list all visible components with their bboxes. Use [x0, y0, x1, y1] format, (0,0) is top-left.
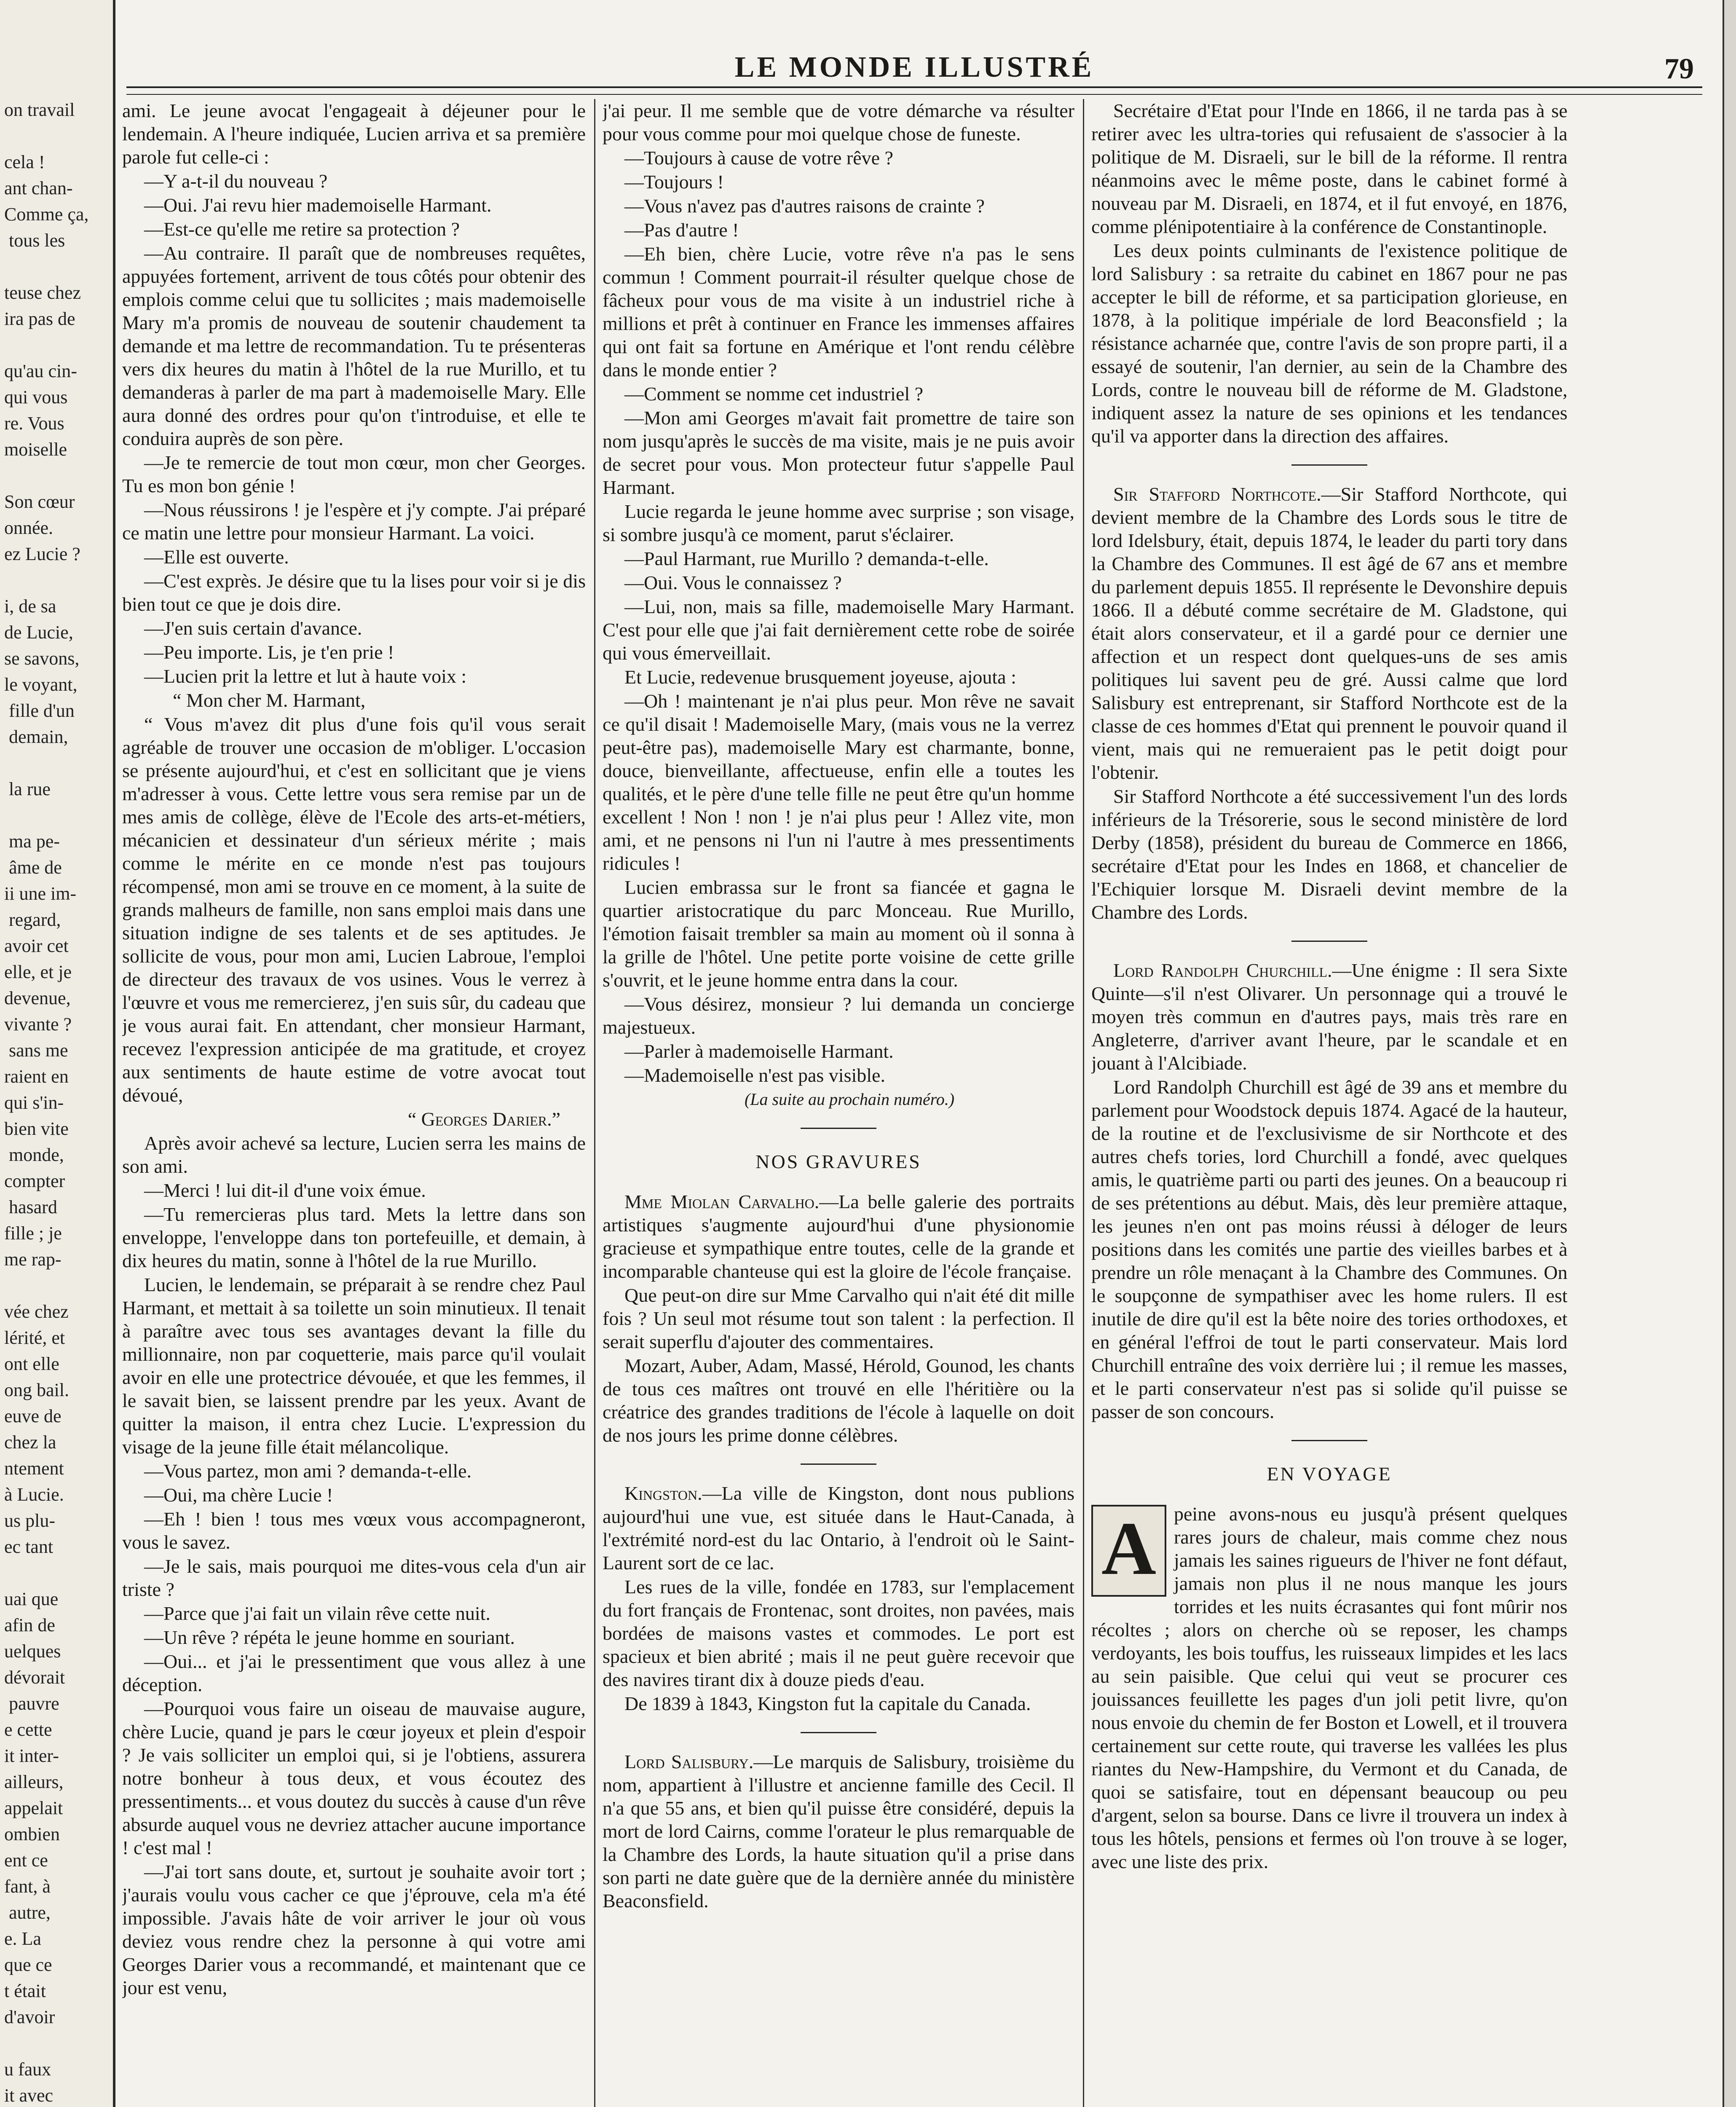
paragraph: —Vous n'avez pas d'autres raisons de crainte ?: [624, 195, 985, 217]
paragraph: —J'ai tort sans doute, et, surtout je souhaite avoir tort ; j'aurais voulu vous cacher ce que j'éprouve, cela m'a été impossible. J'avais hâte de voir arriver le jour où vous deviez vous rendre chez la personne à qui votre ami Georges Darier vous a recommandé, et maintenant que ce jour est venu,: [122, 1861, 586, 1998]
paragraph: —Toujours !: [624, 171, 724, 193]
paragraph: peine avons-nous eu jusqu'à présent quelques rares jours de chaleur, mais comme chez nous jamais les saines rigueurs de l'hiver ne font défaut, jamais non plus il ne nous manque les jours torrides et les nuits écrasantes qui font mûrir nos récoltes ; alors on cherche où se reposer, les champs verdoyants, les bois touffus, les ruisseaux limpides et les lacs au sein paisible. Que celui qui veut se procurer ces jouissances feuillette les pages d'un joli petit livre, qu'on nous envoie du chemin de fer Boston et Lowell, et il trouvera certainement sur cette route, qui traverse les vallées les plus riantes du New-Hampshire, du Vermont et du Canada, de quoi se satisfaire, tout en dépensant beaucoup ou peu d'argent, selon sa bourse. Dans ce livre il trouvera un index à tous les hôtels, pensions et fermes où l'on trouve à se loger, avec une liste des prix.: [1091, 1503, 1567, 1872]
letter-signature: “ Georges Darier.”: [407, 1108, 560, 1130]
newspaper-title: LE MONDE ILLUSTRÉ: [734, 51, 1094, 83]
article-lead: Mme Miolan Carvalho.: [624, 1191, 820, 1212]
section-rule: [1291, 1440, 1367, 1441]
paragraph: —Eh ! bien ! tous mes vœux vous accompagneront, vous le savez.: [122, 1508, 586, 1553]
paragraph: Et Lucie, redevenue brusquement joyeuse, ajouta :: [624, 666, 1016, 688]
section-heading: NOS GRAVURES: [755, 1151, 922, 1172]
article-text: —Sir Stafford Northcote, qui devient membre de la Chambre des Lords sous le titre de lord Idelsbury, était, depuis 1874, le leader du parti tory dans la Chambre des Communes. Il est âgé de 67 ans et membre du parlement depuis 1855. Il représente le Devonshire depuis 1866. Il a débuté comme secrétaire de M. Gladstone, qui était alors conservateur, et il a gardé pour ce dernier une affection et un respect dont quelques-uns de ses amis politiques lui savent peu de gré. Aussi calme que lord Salisbury est entreprenant, sir Stafford Northcote est de la classe de ces hommes d'Etat qui prennent le pouvoir quand il vient, mais qui ne remueraient pas le petit doigt pour l'obtenir.: [1091, 483, 1567, 783]
paragraph: Les deux points culminants de l'existence politique de lord Salisbury : sa retraite du cabinet en 1867 pour ne pas accepter le bill de réforme, et sa participation glorieuse, en 1878, à la politique impériale de lord Beaconsfield ; la résistance acharnée que, contre l'avis de son propre parti, il a essayé de soutenir, l'an dernier, au sein de la Chambre des Lords, contre le nouveau bill de réforme de M. Gladstone, indiquent assez la nature de ses opinions et les tendances qu'il va apporter dans la direction des affaires.: [1091, 240, 1567, 447]
article-paragraph: [1091, 483, 1567, 784]
section-rule: [1291, 464, 1367, 466]
section-rule: [801, 1732, 876, 1733]
paragraph: —Lucien prit la lettre et lut à haute voix :: [144, 665, 467, 687]
paragraph: Lucie regarda le jeune homme avec surprise ; son visage, si sombre jusqu'à ce moment, parut s'éclairer.: [603, 501, 1074, 545]
letter-body: “ Vous m'avez dit plus d'une fois qu'il vous serait agréable de trouver une occasion de m'obliger. L'occasion se présente aujourd'hui, et c'est en sollicitant que je viens m'adresser à vous. Cette lettre vous sera remise par un de mes amis de collège, élève de l'Ecole des arts-et-métiers, mécanicien et dessinateur d'un sérieux mérite ; mais comme le mérite en ce monde n'est pas toujours récompensé, mon ami se trouve en ce moment, à la suite de grands malheurs de famille, non sans emploi mais dans une situation indigne de ses talents et de ses aptitudes. Je sollicite de vous, pour mon ami, Lucien Labroue, l'emploi de directeur des travaux de vos usines. Vous le verrez à l'œuvre et vous me remercierez, j'en suis sûr, du cadeau que je vous aurai fait. En attendant, cher monsieur Harmant, recevez l'expression anticipée de ma gratitude, et croyez aux sentiments de haute estime de votre avocat tout dévoué,: [122, 713, 586, 1106]
letter-salutation: “ Mon cher M. Harmant,: [173, 689, 366, 711]
article-paragraph: [603, 1750, 1074, 1912]
paragraph: —Tu remercieras plus tard. Mets la lettre dans son enveloppe, l'enveloppe dans ton portefeuille, et demain, à dix heures du matin, sonne à l'hôtel de la rue Murillo.: [122, 1204, 586, 1271]
column-2: [603, 99, 1074, 2107]
paragraph: —Nous réussirons ! je l'espère et j'y compte. J'ai préparé ce matin une lettre pour monsieur Harmant. La voici.: [122, 499, 586, 544]
section-heading: EN VOYAGE: [1267, 1463, 1392, 1485]
paragraph: Lord Randolph Churchill est âgé de 39 ans et membre du parlement pour Woodstock depuis 1874. Agacé de la hauteur, de la routine et de l'exclusivisme de sir Northcote et des autres chefs tories, lord Churchill a fondé, avec quelques amis, le quatrième parti ou parti des jeunes. On a beaucoup ri de ses prétentions au début. Mais, dès leur première attaque, les jeunes n'en ont pas moins réussi à déloger de leurs positions dans les comités une partie des vieilles barbes et à prendre un rôle menaçant à la Chambre des Communes. On le soupçonne de sympathiser avec les home rulers. Il est inutile de dire qu'il est la bête noire des tories orthodoxes, et en général l'effroi de tout le parti conservateur. Mais lord Churchill entraîne des voix derrière lui ; il remue les masses, et le parti conservateur n'est pas si solide qu'il puisse se passer de son concours.: [1091, 1076, 1567, 1422]
page-edge-right: [1723, 0, 1736, 2107]
paragraph: —Parler à mademoiselle Harmant.: [624, 1040, 894, 1062]
page-number: 79: [1664, 53, 1694, 85]
column-1: [122, 99, 586, 2107]
paragraph: —Y a-t-il du nouveau ?: [144, 170, 328, 192]
paragraph: —Lui, non, mais sa fille, mademoiselle Mary Harmant. C'est pour elle que j'ai fait dernièrement cette robe de soirée qui vous émerveillait.: [603, 596, 1074, 664]
paragraph: j'ai peur. Il me semble que de votre démarche va résulter pour vous comme pour moi quelque chose de funeste.: [603, 100, 1074, 145]
column-divider: [594, 99, 595, 2107]
paragraph: —Mon ami Georges m'avait fait promettre de taire son nom jusqu'après le succès de ma visite, mais je ne puis avoir de secret pour vous. Mon protecteur futur s'appelle Paul Harmant.: [603, 407, 1074, 498]
paragraph: —C'est exprès. Je désire que tu la lises pour voir si je dis bien tout ce que je dois dire.: [122, 570, 586, 615]
paragraph: Mozart, Auber, Adam, Massé, Hérold, Gounod, les chants de tous ces maîtres ont trouvé en elle l'héritière ou la créatrice des grandes traditions de l'école à laquelle on doit de nos jours les prime donne célèbres.: [603, 1355, 1074, 1446]
paragraph: —Oui. Vous le connaissez ?: [624, 572, 842, 593]
paragraph: —Oui. J'ai revu hier mademoiselle Harmant.: [144, 194, 492, 216]
paragraph: Lucien embrassa sur le front sa fiancée et gagna le quartier aristocratique du parc Monceau. Rue Murillo, l'émotion faisait trembler sa main au moment où il sonna à la grille de l'hôtel. Une petite porte voisine de cette grille s'ouvrit, et le jeune homme entra dans la cour.: [603, 877, 1074, 991]
to-be-continued: (La suite au prochain numéro.): [744, 1090, 955, 1109]
article-paragraph: [603, 1190, 1074, 1283]
paragraph: —Parce que j'ai fait un vilain rêve cette nuit.: [144, 1603, 490, 1624]
paragraph: —Au contraire. Il paraît que de nombreuses requêtes, appuyées fortement, arrivent de tous côtés pour obtenir des emplois comme celui que tu sollicites ; mais mademoiselle Mary m'a promis de nouveau de soutenir chaudement ta demande et ma lettre de recommandation. Tu te présenteras vers dix heures du matin à l'hôtel de la rue Murillo, et tu demanderas à parler de ma part à mademoiselle Mary. Elle aura donné des ordres pour qu'on t'introduise, et elle te conduira auprès de son père.: [122, 242, 586, 449]
paragraph: —Je le sais, mais pourquoi me dites-vous cela d'un air triste ?: [122, 1555, 586, 1600]
paragraph: —Oui, ma chère Lucie !: [144, 1484, 333, 1506]
paragraph: —Peu importe. Lis, je t'en prie !: [144, 641, 394, 663]
paragraph: —Pourquoi vous faire un oiseau de mauvaise augure, chère Lucie, quand je pars le cœur joyeux et plein d'espoir ? Je vais solliciter un emploi qui, si je l'obtiens, assurera notre bonheur à tous deux, et vous écoutez des pressentiments... et vous doutez du succès à cause d'un rêve absurde auquel vous ne devriez attacher aucune importance ! c'est mal !: [122, 1698, 586, 1858]
section-rule: [801, 1464, 876, 1465]
article-paragraph: [603, 1482, 1074, 1574]
column-3: [1091, 99, 1567, 2107]
paragraph: Après avoir achevé sa lecture, Lucien serra les mains de son ami.: [122, 1132, 586, 1177]
adjacent-page-fragment: [0, 0, 115, 2107]
paragraph: Les rues de la ville, fondée en 1783, sur l'emplacement du fort français de Frontenac, sont droites, non pavées, mais bordées de maisons vastes et commodes. Le port est spacieux et bien abrité ; mais il ne peut guère recevoir que des navires tirant dix à douze pieds d'eau.: [603, 1576, 1074, 1690]
paragraph: Lucien, le lendemain, se préparait à se rendre chez Paul Harmant, et mettait à sa toilette un soin minutieux. Il tenait à paraître avec tous ses avantages devant la fille du millionnaire, non par coquetterie, mais parce qu'il voulait avoir en elle une protectrice dévouée, et que les femmes, il le savait bien, se laissent prendre par les yeux. Avant de quitter la maison, il entra chez Lucie. L'expression du visage de la jeune fille était mélancolique.: [122, 1274, 586, 1458]
paragraph: —Elle est ouverte.: [144, 546, 289, 568]
paragraph: —J'en suis certain d'avance.: [144, 617, 362, 639]
paragraph: —Mademoiselle n'est pas visible.: [624, 1064, 885, 1086]
article-text: —Une énigme : Il sera Sixte Quinte—s'il n'est Olivarer. Un personnage qui a trouvé le moyen très commun en d'autres pays, mais très rare en Angleterre, d'arriver avant l'heure, par le scandale et en jouant à l'Alcibiade.: [1091, 960, 1567, 1074]
paragraph: —Paul Harmant, rue Murillo ? demanda-t-elle.: [624, 548, 989, 569]
paragraph: —Pas d'autre !: [624, 219, 739, 241]
article-text: —La belle galerie des portraits artistiques s'augmente aujourd'hui d'une physionomie gracieuse et sympathique entre toutes, celle de la grande et incomparable chanteuse qui est la gloire de l'école française.: [603, 1191, 1074, 1282]
article-lead: Lord Randolph Churchill.: [1113, 960, 1332, 981]
paragraph: —Merci ! lui dit-il d'une voix émue.: [144, 1179, 426, 1201]
paragraph: —Vous partez, mon ami ? demanda-t-elle.: [144, 1460, 472, 1482]
drop-cap: A: [1091, 1505, 1166, 1597]
article-lead: Kingston.: [624, 1482, 702, 1504]
paragraph: Que peut-on dire sur Mme Carvalho qui n'ait été dit mille fois ? Un seul mot résume tout son talent : la perfection. Il serait superflu d'ajouter des commentaires.: [603, 1284, 1074, 1352]
masthead-rule: [126, 86, 1702, 95]
section-rule: [801, 1128, 876, 1129]
paragraph: Secrétaire d'Etat pour l'Inde en 1866, il ne tarda pas à se retirer avec les ultra-tories qui refusaient de s'associer à la politique de M. Disraeli, sur le bill de la réforme. Il rentra néanmoins avec le même poste, dans le cabinet formé à nouveau par M. Disraeli, en 1874, et il fut envoyé, en 1876, comme plénipotentiaire à la conférence de Constantinople.: [1091, 100, 1567, 237]
article-text: —La ville de Kingston, dont nous publions aujourd'hui une vue, est située dans le Haut-Canada, à l'extrémité nord-est du lac Ontario, à l'endroit où le Saint-Laurent sort de ce lac.: [603, 1482, 1074, 1574]
article-lead: Lord Salisbury.: [624, 1751, 754, 1772]
column-divider: [1083, 99, 1084, 2107]
paragraph: —Vous désirez, monsieur ? lui demanda un concierge majestueux.: [603, 993, 1074, 1038]
paragraph: Sir Stafford Northcote a été successivement l'un des lords inférieurs de la Trésorerie, sous le second ministère de lord Derby (1858), président du bureau de Commerce en 1866, secrétaire d'Etat pour les Indes en 1868, et chancelier de l'Echiquier lorsque M. Disraeli devint membre de la Chambre des Lords.: [1091, 785, 1567, 923]
paragraph: —Eh bien, chère Lucie, votre rêve n'a pas le sens commun ! Comment pourrait-il résulter quelque chose de fâcheux pour vous de ma visite à un industriel riche à millions et prêt à continuer en France les immenses affaires qui ont fait sa fortune en Amérique et l'ont rendu célèbre dans le monde entier ?: [603, 243, 1074, 381]
paragraph: —Oh ! maintenant je n'ai plus peur. Mon rêve ne savait ce qu'il disait ! Mademoiselle Mary, (mais vous ne la verrez peut-être pas), mademoiselle Mary est charmante, bonne, douce, bienveillante, affectueuse, enfin elle a toutes les qualités, et le père d'une telle fille ne peut être qu'un homme excellent ! Non ! non ! je n'ai plus peur ! Allez vite, mon ami, et ne pensons ni l'un ni l'autre à mes pressentiments ridicules !: [603, 690, 1074, 874]
paragraph: —Oui... et j'ai le pressentiment que vous allez à une déception.: [122, 1651, 586, 1695]
paragraph: —Est-ce qu'elle me retire sa protection ?: [144, 218, 460, 240]
paragraph: De 1839 à 1843, Kingston fut la capitale du Canada.: [624, 1693, 1031, 1714]
article-paragraph: [1091, 959, 1567, 1075]
adjacent-page-text: on travail cela ! ant chan- Comme ça, tous les teuse chez ira pas de qu'au cin- qui vous re. Vous moiselle Son cœur onnée. ez Lucie ? i, de sa de Lucie, se savons, le voyant, fille d'un demain, la rue ma pe- âme de ii une im- regard, avoir cet elle, et je devenue, vivante ? sans me raient en qui s'in- bien vite monde, compter hasard fille ; je me rap- vée chez lérité, et ont elle ong bail. euve de chez la ntement à Lucie. us plu- ec tant uai que afin de uelques dévorait pauvre e cette it inter- ailleurs, appelait ombien ent ce fant, à autre, e. La que ce t était d'avoir u faux it avec: [4, 99, 89, 2106]
paragraph: —Un rêve ? répéta le jeune homme en souriant.: [144, 1627, 515, 1648]
voyage-article: [1091, 1502, 1567, 1873]
article-lead: Sir Stafford Northcote.: [1113, 483, 1321, 505]
paragraph: —Je te remercie de tout mon cœur, mon cher Georges. Tu es mon bon génie !: [122, 452, 586, 496]
article-text: —Le marquis de Salisbury, troisième du nom, appartient à l'illustre et ancienne famille des Cecil. Il n'a que 55 ans, et bien qu'il puisse être considéré, depuis la mort de lord Cairns, comme l'orateur le plus remarquable de la Chambre des Lords, la haute situation qu'il a prise dans son parti ne date guère que de la dernière année du ministère Beaconsfield.: [603, 1751, 1074, 1911]
paragraph: —Comment se nomme cet industriel ?: [624, 383, 924, 405]
section-rule: [1291, 941, 1367, 942]
paragraph: —Toujours à cause de votre rêve ?: [624, 147, 893, 169]
paragraph: ami. Le jeune avocat l'engageait à déjeuner pour le lendemain. A l'heure indiquée, Lucien arriva et sa première parole fut celle-ci :: [122, 100, 586, 168]
